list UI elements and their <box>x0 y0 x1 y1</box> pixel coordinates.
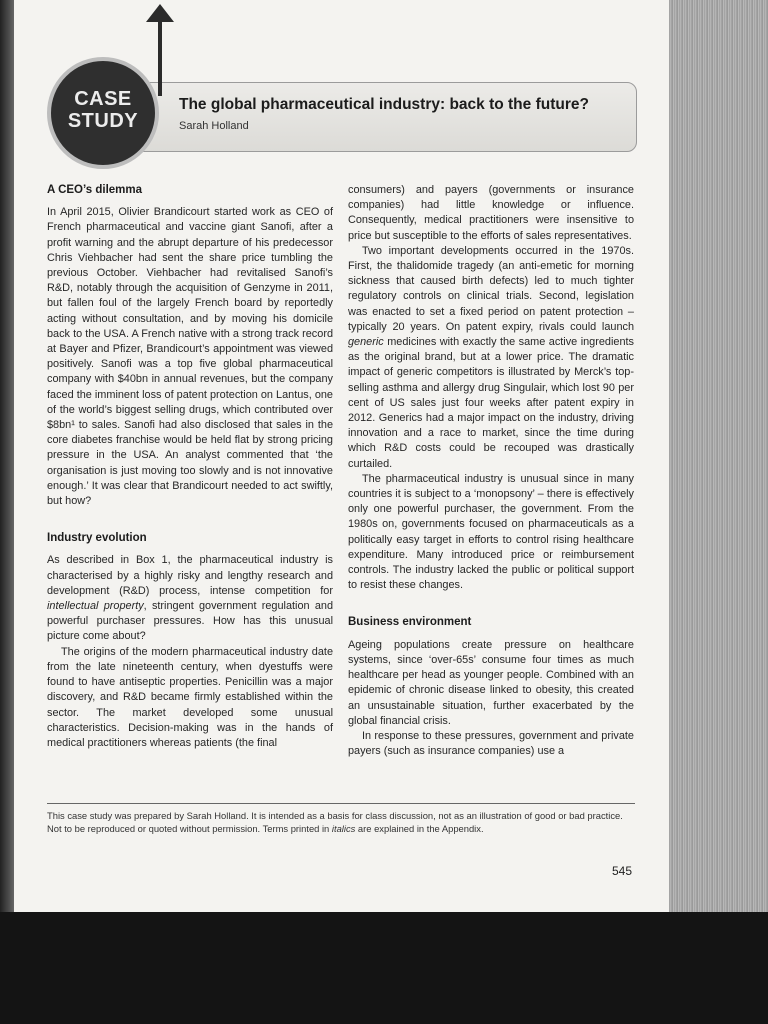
text-run: This case study was prepared by Sarah Holland. It is intended as a basis for class discussion, not as an illustration of good or bad practice. Not to be reproduced or quoted without permission. Terms printed in <box>47 810 623 834</box>
text-run: As described in Box 1, the pharmaceutical industry is characterised by a highly risky and lengthy research and development (R&D) process, intense competition for <box>47 554 333 597</box>
paragraph: In response to these pressures, government and private payers (such as insurance companies) use a <box>348 729 634 758</box>
paragraph: consumers) and payers (governments or insurance companies) had little knowledge or influence. Consequently, medical practitioners were insensitive to price but susceptible to the efforts of sales representatives. <box>348 184 634 242</box>
text-run: Two important developments occurred in the 1970s. First, the thalidomide tragedy (an anti-emetic for morning sickness that caused birth defects) led to much tighter regulatory controls on clinical trials. Second, legislation was enacted to set a fixed period on patent protection – typically 20 years. On patent expiry, rivals could launch <box>348 244 634 333</box>
arrow-icon-stem <box>158 18 162 96</box>
footnote <box>47 809 639 835</box>
page-number: 545 <box>612 864 633 878</box>
badge-line-1: CASE <box>74 88 132 110</box>
text-run: are explained in the Appendix. <box>355 823 484 834</box>
text-run: medicines with exactly the same active ingredients as the original brand, but at a lower price. The dramatic impact of generic competitors is illustrated by Merck’s top-selling asthma and allergy drug Singulair, which lost 90 per cent of US sales just four weeks after patent expiry in 2012. Generics had a major impact on the industry, driving innovation and a race to market, since the time during which R&D costs could be recouped was drastically curtailed. <box>348 336 634 470</box>
page-edges <box>669 0 768 912</box>
paragraph: The origins of the modern pharmaceutical industry date from the late nineteenth century, when dyestuffs were found to have antiseptic properties. Penicillin was a major discovery, and R&D became firmly established within the sector. The market developed some unusual characteristics. Decision-making was in the hands of medical practitioners whereas patients (the final <box>47 645 333 749</box>
italic-term: generic <box>348 336 384 349</box>
arrow-up-icon <box>146 4 174 22</box>
text-column-right <box>348 183 634 759</box>
background-surface <box>0 912 768 1024</box>
badge-line-2: STUDY <box>67 110 139 132</box>
section-heading-business-environment: Business environment <box>348 616 472 629</box>
text-column-left <box>47 183 333 751</box>
author-name: Sarah Holland <box>179 120 249 132</box>
text-run: , stringent government regulation and powerful purchaser pressures. How has this unusual picture come about? <box>47 600 333 643</box>
paragraph: In April 2015, Olivier Brandicourt started work as CEO of French pharmaceutical and vaccine giant Sanofi, after a profit warning and the abrupt departure of his predecessor Chris Viehbacher had sent the share price tumbling the previous October. Viehbacher had revitalised Sanofi’s R&D, notably through the acquisition of Genzyme in 2011, but fallen foul of the largely French board by reportedly acting without consultation, and by moving his domicile back to the USA. A French native with a strong track record at Bayer and Pfizer, Brandicourt’s appointment was viewed positively. Sanofi was a top five global pharmaceutical company with $40bn in annual revenues, but the company faced the imminent loss of patent protection on Lantus, one of the world’s biggest selling drugs, which contributed over $8bn¹ to sales. Sanofi had also disclosed that sales in the core diabetes franchise would be held flat by strong pricing pressure in the USA. An analyst commented that ‘the organisation is just moving too slowly and is not innovative enough.’ It was clear that Brandicourt needed to act swiftly, but how? <box>47 206 333 508</box>
page-title: The global pharmaceutical industry: back to the future? <box>179 96 589 113</box>
paragraph <box>348 244 634 472</box>
paragraph: The pharmaceutical industry is unusual since in many countries it is subject to a ‘monopsony’ – there is effectively only one powerful purchaser, the government. From the 1980s on, governments focused on pharmaceuticals as a politically easy target in efforts to control rising healthcare expenditure. Many introduced price or reimbursement controls. The industry lacked the public or political support to resist these changes. <box>348 472 634 592</box>
section-heading-ceo-dilemma: A CEO’s dilemma <box>47 184 143 196</box>
case-study-badge-text <box>50 88 156 132</box>
paragraph: Ageing populations create pressure on healthcare systems, since ‘over-65s’ consume four times as much healthcare per head as younger people. Combined with an epidemic of chronic disease linked to obesity, this created an unsustainable situation, further exacerbated by the global financial crisis. <box>348 638 634 727</box>
paragraph <box>47 553 333 644</box>
italic-term: italics <box>331 823 356 834</box>
footnote-divider <box>47 803 635 804</box>
book-gutter-shadow <box>0 0 14 912</box>
italic-term: intellectual property <box>47 600 144 613</box>
section-heading-industry-evolution: Industry evolution <box>47 532 147 545</box>
title-banner <box>120 82 637 152</box>
